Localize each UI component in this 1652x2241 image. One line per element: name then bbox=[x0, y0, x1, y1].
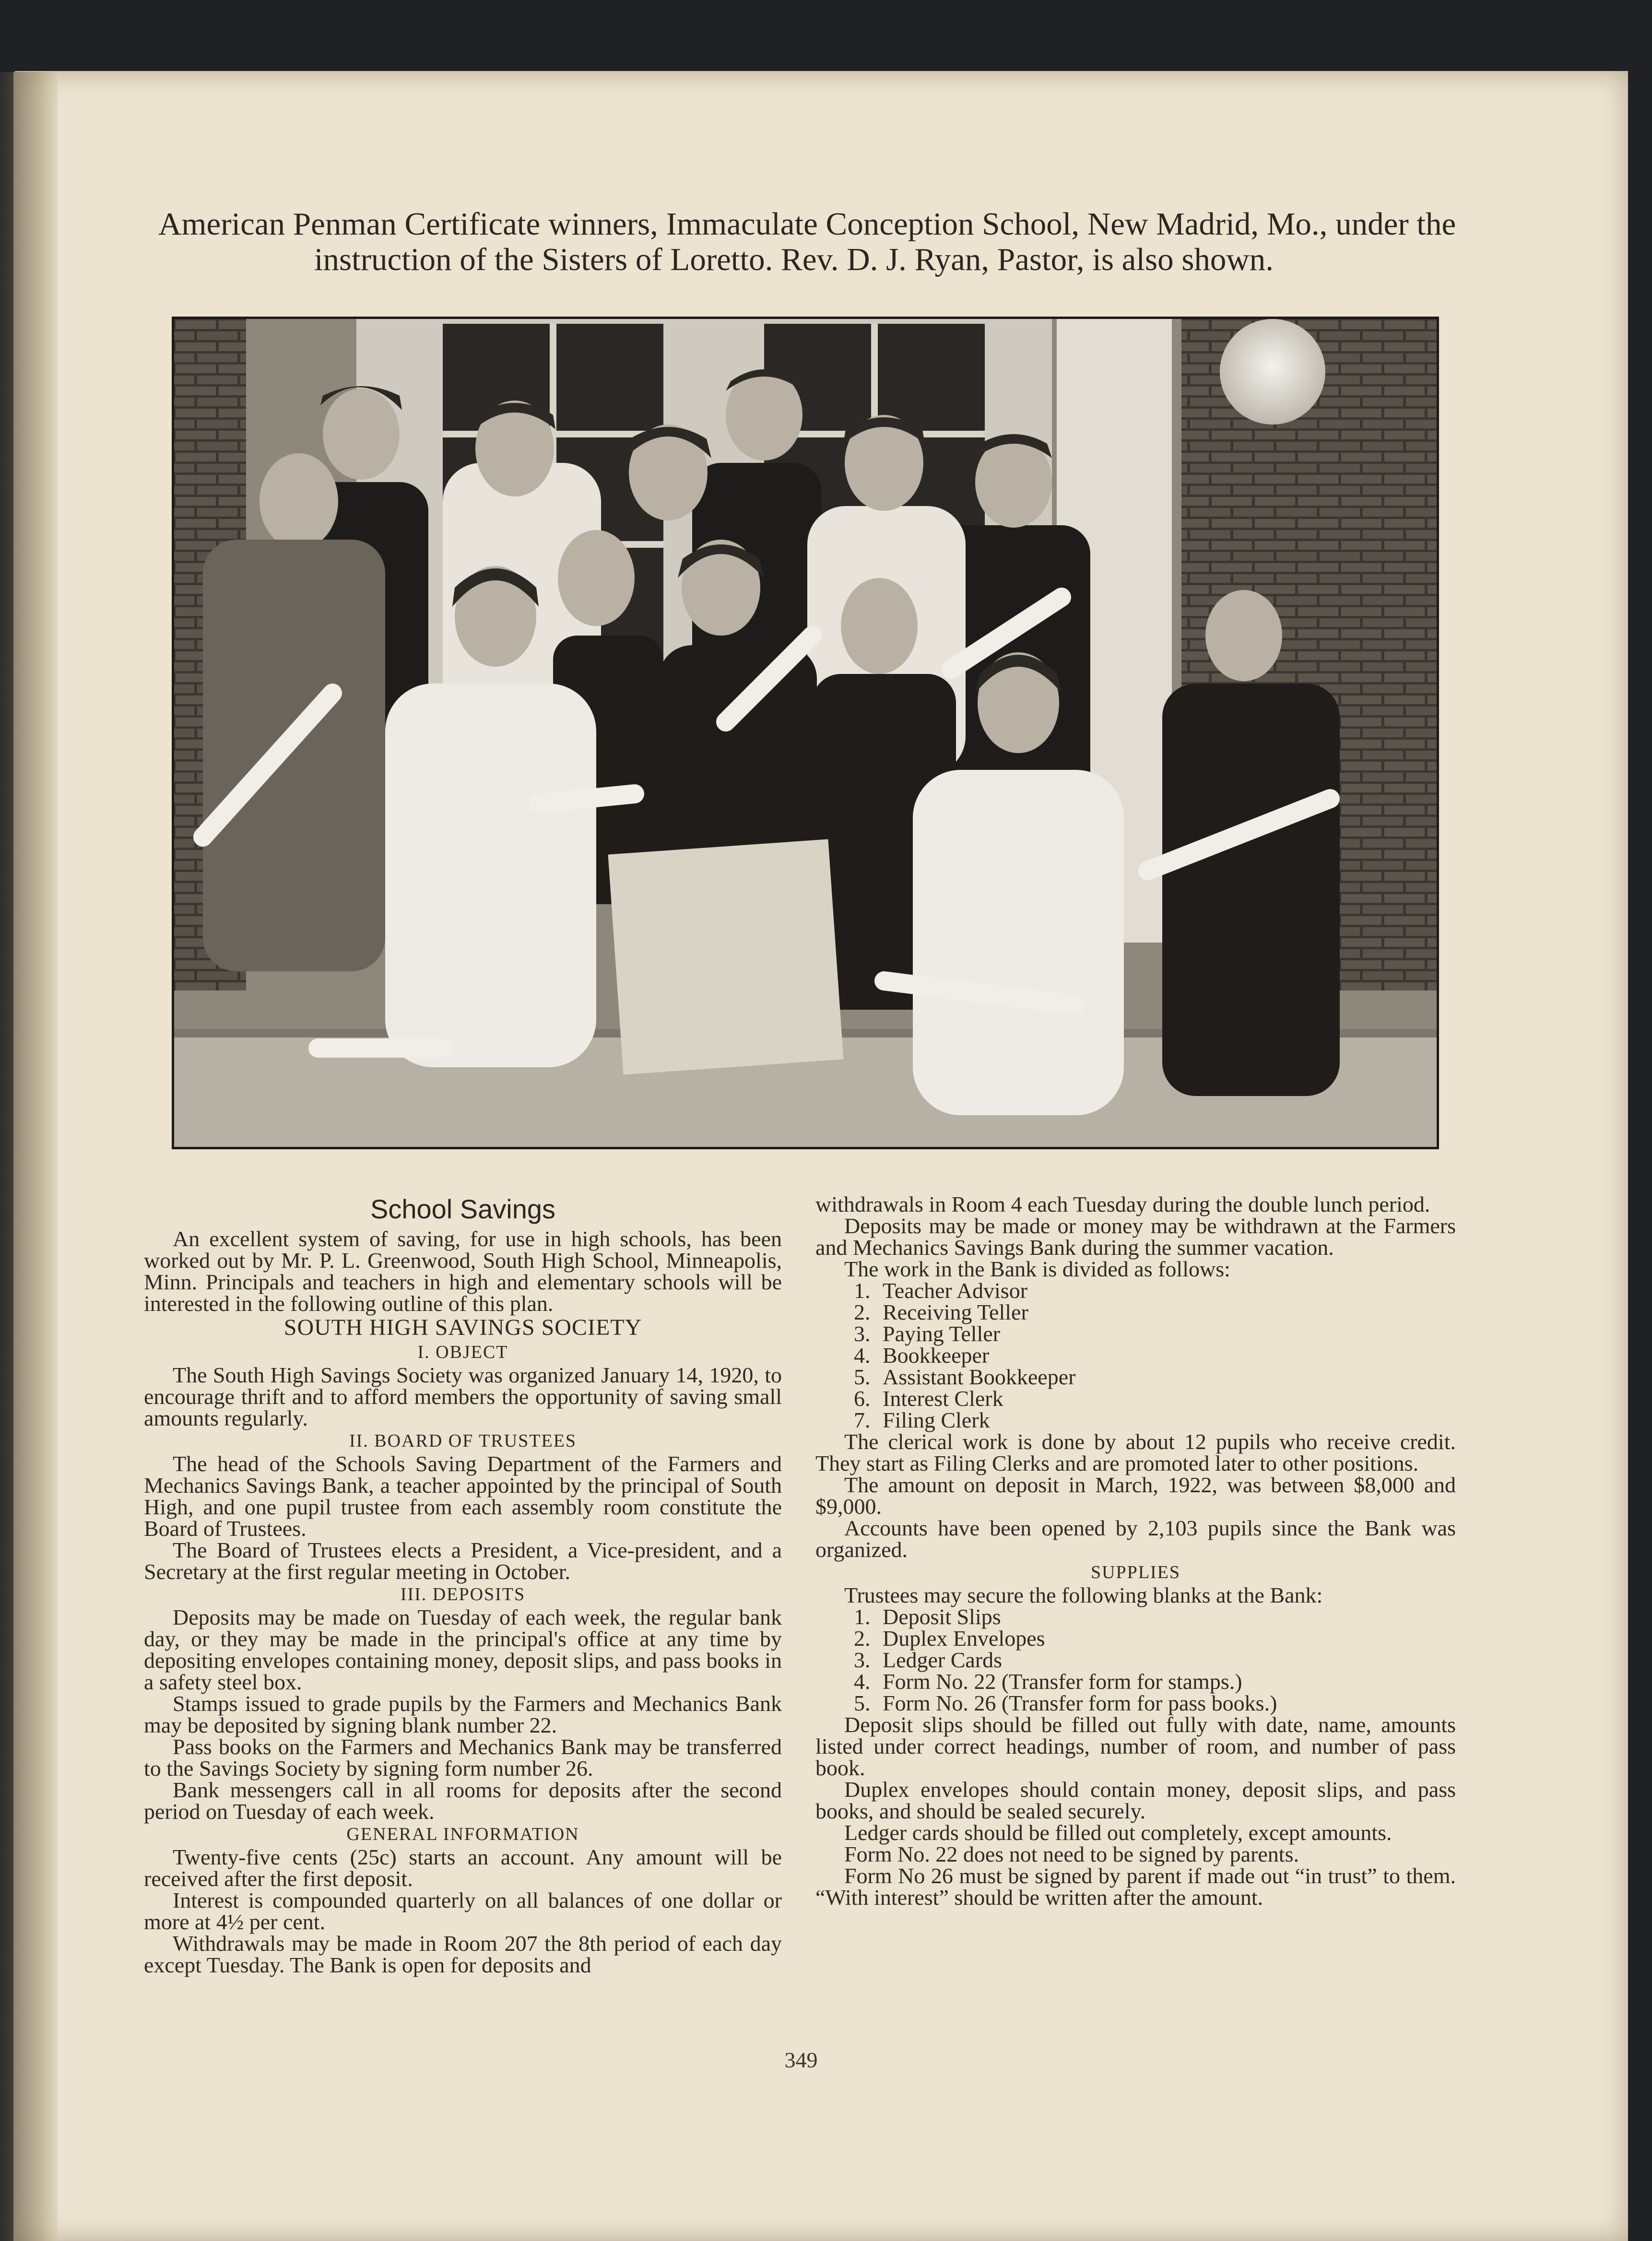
right-column bbox=[815, 1193, 1456, 1908]
work-list bbox=[815, 1280, 1456, 1431]
form22-paragraph: Form No. 22 does not need to be signed by parents. bbox=[844, 1842, 1299, 1866]
deposits-paragraph-2: Stamps issued to grade pupils by the Farmers and Mechanics Bank may be deposited by signing blank number 22. bbox=[144, 1691, 782, 1737]
general-paragraph-2: Interest is compounded quarterly on all balances of one dollar or more at 4½ per cent. bbox=[144, 1888, 782, 1934]
intro-paragraph: An excellent system of saving, for use in high schools, has been worked out by Mr. P. L. Greenwood, South High School, Minneapolis, Minn. Principals and teachers in high and elementary schools will be interested in the following outline of this plan. bbox=[144, 1227, 782, 1316]
list-item: 4. Bookkeeper bbox=[854, 1343, 990, 1368]
book-spine-shadow bbox=[0, 72, 58, 2241]
section-heading-deposits: III. DEPOSITS bbox=[400, 1584, 526, 1604]
list-item: 7. Filing Clerk bbox=[854, 1408, 990, 1432]
section-heading-trustees: II. BOARD OF TRUSTEES bbox=[349, 1431, 577, 1451]
list-item: 5. Form No. 26 (Transfer form for pass books.) bbox=[854, 1691, 1277, 1715]
summer-paragraph: Deposits may be made or money may be withdrawn at the Farmers and Mechanics Savings Bank during the summer vacation. bbox=[815, 1214, 1456, 1260]
list-item: 2. Duplex Envelopes bbox=[854, 1626, 1045, 1651]
left-column bbox=[144, 1193, 782, 1976]
trustees-paragraph-2: The Board of Trustees elects a President, a Vice-president, and a Secretary at the first regular meeting in October. bbox=[144, 1538, 782, 1584]
ledger-paragraph: Ledger cards should be filled out completely, except amounts. bbox=[844, 1820, 1392, 1845]
list-item: 6. Interest Clerk bbox=[854, 1386, 1003, 1411]
work-intro: The work in the Bank is divided as follows: bbox=[844, 1257, 1230, 1281]
list-item: 3. Paying Teller bbox=[854, 1321, 1001, 1346]
amount-paragraph: The amount on deposit in March, 1922, was between $8,000 and $9,000. bbox=[815, 1473, 1456, 1519]
group-photo-icon bbox=[174, 319, 1437, 1147]
general-paragraph-1: Twenty-five cents (25c) starts an account. Any amount will be received after the first deposit. bbox=[144, 1845, 782, 1891]
general-paragraph-3: Withdrawals may be made in Room 207 the 8th period of each day except Tuesday. The Bank is open for deposits and bbox=[144, 1931, 782, 1977]
list-item: 4. Form No. 22 (Transfer form for stamps.) bbox=[854, 1669, 1242, 1694]
deposit-slips-paragraph: Deposit slips should be filled out fully with date, name, amounts listed under correct headings, number of room, and number of pass book. bbox=[815, 1712, 1456, 1780]
deposits-paragraph-4: Bank messengers call in all rooms for deposits after the second period on Tuesday of each week. bbox=[144, 1778, 782, 1824]
section-heading-general: GENERAL INFORMATION bbox=[346, 1824, 579, 1844]
society-heading: SOUTH HIGH SAVINGS SOCIETY bbox=[283, 1315, 642, 1340]
list-item: 2. Receiving Teller bbox=[854, 1300, 1028, 1324]
list-item: 1. Teacher Advisor bbox=[854, 1278, 1028, 1303]
deposits-paragraph-3: Pass books on the Farmers and Mechanics Bank may be transferred to the Savings Society by signing form number 26. bbox=[144, 1734, 782, 1781]
supplies-intro: Trustees may secure the following blanks at the Bank: bbox=[844, 1583, 1323, 1607]
list-item: 1. Deposit Slips bbox=[854, 1604, 1001, 1629]
list-item: 3. Ledger Cards bbox=[854, 1648, 1003, 1672]
page-number: 349 bbox=[784, 2048, 818, 2072]
supplies-list bbox=[815, 1606, 1456, 1714]
caption-line-1: American Penman Certificate winners, Immaculate Conception School, New Madrid, Mo., under the bbox=[158, 206, 1456, 242]
section-heading-supplies: SUPPLIES bbox=[1090, 1562, 1181, 1582]
section-heading-object: I. OBJECT bbox=[417, 1342, 508, 1362]
caption-line-2: instruction of the Sisters of Loretto. Rev. D. J. Ryan, Pastor, is also shown. bbox=[314, 242, 1274, 277]
deposits-paragraph-1: Deposits may be made on Tuesday of each week, the regular bank day, or they may be made in the principal's office at any time by depositing envelopes containing money, deposit slips, and pass books in a safety steel box. bbox=[144, 1605, 782, 1694]
photo-caption bbox=[158, 206, 1456, 277]
trustees-paragraph-1: The head of the Schools Saving Department of the Farmers and Mechanics Savings Bank, a teacher appointed by the principal of South High, and one pupil trustee from each assembly room constitute the Board of Trustees. bbox=[144, 1451, 782, 1541]
group-photo bbox=[172, 317, 1439, 1149]
continued-paragraph: withdrawals in Room 4 each Tuesday during the double lunch period. bbox=[815, 1192, 1430, 1216]
duplex-paragraph: Duplex envelopes should contain money, deposit slips, and pass books, and should be sealed securely. bbox=[815, 1777, 1456, 1823]
article-title: School Savings bbox=[370, 1194, 555, 1224]
clerical-paragraph: The clerical work is done by about 12 pupils who receive credit. They start as Filing Clerks and are promoted later to other positions. bbox=[815, 1429, 1456, 1475]
accounts-paragraph: Accounts have been opened by 2,103 pupils since the Bank was organized. bbox=[815, 1516, 1456, 1562]
object-paragraph: The South High Savings Society was organized January 14, 1920, to encourage thrift and to afford members the opportunity of saving small amounts regularly. bbox=[144, 1363, 782, 1430]
list-item: 5. Assistant Bookkeeper bbox=[854, 1365, 1076, 1389]
form26-paragraph: Form No 26 must be signed by parent if made out “in trust” to them. “With interest” should be written after the amount. bbox=[815, 1864, 1456, 1910]
